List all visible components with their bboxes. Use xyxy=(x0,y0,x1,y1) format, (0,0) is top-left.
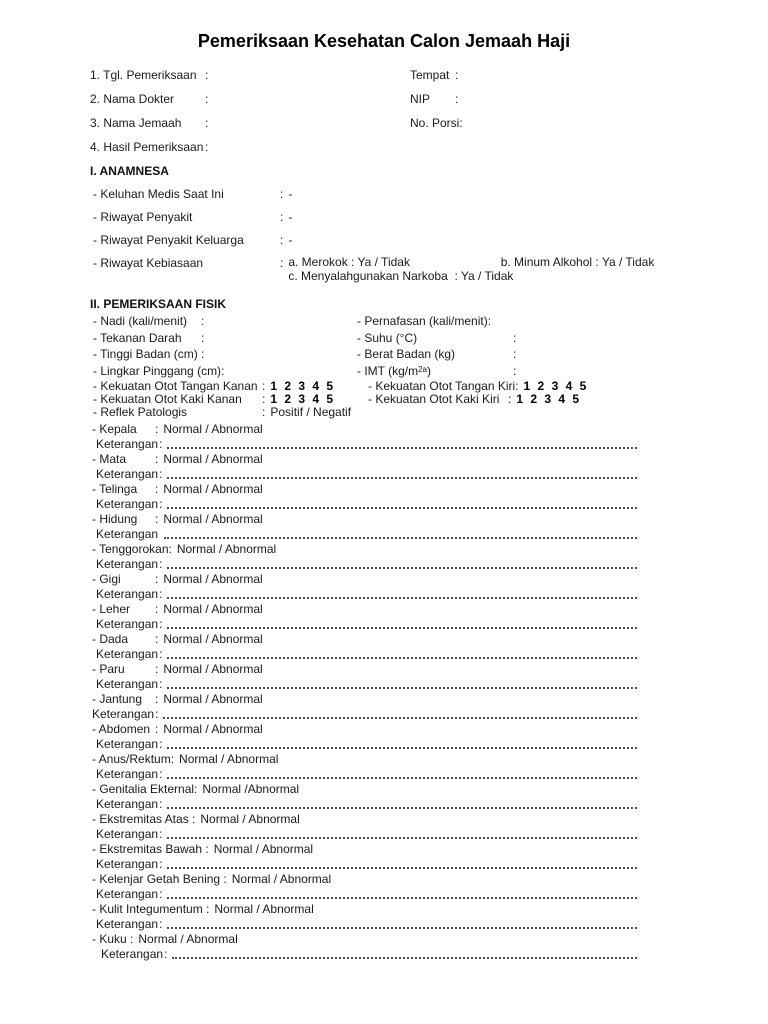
keterangan-line xyxy=(96,617,637,632)
colon: : xyxy=(159,737,163,752)
colon: : xyxy=(202,902,210,917)
kebiasaan-narkoba: c. Menyalahgunakan Narkoba : Ya / Tidak xyxy=(288,268,514,283)
colon: : xyxy=(280,256,284,270)
exam-item-row xyxy=(92,512,637,542)
exam-item-value: Normal / Abnormal xyxy=(200,812,300,827)
colon: : xyxy=(126,932,134,947)
keterangan-line xyxy=(96,827,637,842)
keterangan-label: Keterangan xyxy=(96,587,159,602)
item-value: - xyxy=(288,187,293,201)
colon: : xyxy=(159,797,163,812)
colon: : xyxy=(159,827,163,842)
field-label: - Kekuatan Otot Kaki Kanan xyxy=(93,391,242,406)
colon: : xyxy=(159,497,163,512)
strength-scale: 1 2 3 4 5 xyxy=(516,391,580,406)
colon: : xyxy=(159,647,163,662)
keterangan-label: Keterangan xyxy=(96,857,159,872)
item-value: - xyxy=(288,233,293,247)
colon: : xyxy=(201,347,205,361)
keterangan-line xyxy=(96,497,637,512)
colon: : xyxy=(159,887,163,902)
field-label: 3. Nama Jemaah xyxy=(90,116,182,130)
colon: : xyxy=(280,233,284,247)
exam-item-label: - Dada xyxy=(92,632,129,647)
exam-finding-line xyxy=(92,422,637,437)
exam-finding-line xyxy=(92,812,637,827)
colon: : xyxy=(201,330,205,345)
colon: : xyxy=(262,391,266,406)
exam-item-row xyxy=(92,752,637,782)
dotted-fill-line xyxy=(167,827,637,839)
kebiasaan-merokok: a. Merokok : Ya / Tidak xyxy=(288,255,410,269)
exam-finding-line xyxy=(92,452,637,467)
exam-item-label: - Leher xyxy=(92,602,131,617)
keterangan-line xyxy=(101,947,637,962)
keterangan-line xyxy=(96,647,637,662)
field-label: - Kekuatan Otot Tangan Kiri xyxy=(368,379,516,393)
exam-item-row xyxy=(92,662,637,692)
hasil-pemeriksaan-row xyxy=(90,140,637,154)
exam-finding-line xyxy=(92,752,637,767)
dotted-fill-line xyxy=(163,707,637,719)
colon: : xyxy=(262,379,266,393)
field-label: 4. Hasil Pemeriksaan xyxy=(90,140,204,154)
exam-item-value: Normal / Abnormal xyxy=(179,752,279,767)
keterangan-label: Keterangan xyxy=(101,947,164,962)
exam-item-value: Normal / Abnormal xyxy=(163,452,263,467)
exam-item-row xyxy=(92,782,637,812)
field-label xyxy=(357,314,488,331)
field-label: - Nadi (kali/menit) xyxy=(93,314,188,328)
exam-item-label: - Gigi xyxy=(92,572,121,587)
pemeriksaan-fisik-section xyxy=(90,297,637,962)
field-label: NIP xyxy=(410,92,431,106)
exam-item-label: - Mata xyxy=(92,452,127,467)
colon: : xyxy=(155,482,159,497)
colon: : xyxy=(262,404,266,419)
colon: : xyxy=(155,707,159,722)
exam-item-label: - Hidung xyxy=(92,512,138,527)
exam-item-value: Normal / Abnormal xyxy=(163,632,263,647)
colon: : xyxy=(155,572,159,587)
anamnesa-item-row xyxy=(93,187,637,201)
exam-item-row xyxy=(92,812,637,842)
item-label: - Riwayat Penyakit xyxy=(93,210,193,224)
exam-finding-line xyxy=(92,932,637,947)
fisik-heading: II. PEMERIKSAAN FISIK xyxy=(90,297,227,311)
keterangan-label: Keterangan xyxy=(96,737,159,752)
field-value: Positif / Negatif xyxy=(270,404,352,419)
header-field-left xyxy=(90,68,410,82)
colon: : xyxy=(155,422,159,437)
header-field-right xyxy=(410,68,458,82)
field-label-tail: ) xyxy=(427,363,432,378)
exam-item-row xyxy=(92,902,637,932)
colon: : xyxy=(159,467,163,482)
kekuatan-otot-rows xyxy=(90,380,637,406)
exam-item-label: - Paru xyxy=(92,662,125,677)
colon: : xyxy=(155,512,159,527)
colon: : xyxy=(159,677,163,692)
anamnesa-item-row xyxy=(93,233,637,247)
field-label xyxy=(357,347,513,364)
dotted-fill-line xyxy=(167,797,637,809)
exam-item-value: Normal / Abnormal xyxy=(176,542,277,557)
exam-item-label: - Jantung xyxy=(92,692,143,707)
colon: : xyxy=(194,782,198,797)
colon: : xyxy=(280,187,284,201)
exam-item-row xyxy=(92,692,637,722)
colon: : xyxy=(188,812,196,827)
header-field-left xyxy=(90,92,410,106)
field-label-text: - Berat Badan (kg) xyxy=(357,347,456,361)
keterangan-line xyxy=(96,557,637,572)
colon: : xyxy=(159,857,163,872)
dotted-fill-line xyxy=(167,467,637,479)
exam-item-row xyxy=(92,872,637,902)
exam-item-value: Normal /Abnormal xyxy=(202,782,300,797)
exam-item-value: Normal / Abnormal xyxy=(163,662,263,677)
colon: : xyxy=(155,452,159,467)
strength-left xyxy=(93,380,368,393)
header-field-row xyxy=(90,68,637,82)
vital-left xyxy=(93,347,357,364)
exam-item-value: Normal / Abnormal xyxy=(231,872,332,887)
strength-left xyxy=(93,393,368,406)
exam-item-label: - Anus/Rektum xyxy=(92,752,171,767)
vital-right xyxy=(357,314,491,331)
keterangan-line xyxy=(96,437,637,452)
dotted-fill-line xyxy=(167,647,637,659)
exam-item-label: - Ekstremitas Bawah xyxy=(92,842,203,857)
reflek-patologis-row xyxy=(93,406,637,419)
colon: : xyxy=(513,363,517,378)
keterangan-label: Keterangan xyxy=(96,917,159,932)
strength-scale: 1 2 3 4 5 xyxy=(270,391,334,406)
header-field-row xyxy=(90,92,637,106)
exam-item-label: - Kelenjar Getah Bening xyxy=(92,872,221,887)
exam-finding-line xyxy=(92,602,637,617)
keterangan-label: Keterangan xyxy=(96,677,159,692)
keterangan-line xyxy=(96,527,637,542)
exam-item-label: - Genitalia Ekternal xyxy=(92,782,195,797)
dotted-fill-line xyxy=(164,527,637,539)
field-label: - Kekuatan Otot Kaki Kiri xyxy=(368,391,500,406)
exam-item-label: - Kuku xyxy=(92,932,127,947)
exam-finding-line xyxy=(92,842,637,857)
exam-item-value: Normal / Abnormal xyxy=(163,572,263,587)
colon: : xyxy=(280,210,284,224)
exam-item-row xyxy=(92,572,637,602)
colon: : xyxy=(155,662,159,677)
exam-item-value: Normal / Abnormal xyxy=(138,932,238,947)
exam-item-label: - Kepala xyxy=(92,422,137,437)
dotted-fill-line xyxy=(167,857,637,869)
keterangan-label: Keterangan xyxy=(96,527,159,542)
vital-row xyxy=(90,314,637,331)
header-field-left xyxy=(90,116,410,130)
exam-finding-line xyxy=(92,572,637,587)
header-fields xyxy=(90,68,637,130)
keterangan-label: Keterangan xyxy=(96,767,159,782)
exam-finding-line xyxy=(92,542,637,557)
colon: : xyxy=(455,92,459,106)
exam-item-row xyxy=(92,722,637,752)
exam-finding-line xyxy=(92,662,637,677)
field-label-text: - IMT (kg/m xyxy=(357,363,419,378)
keterangan-label: Keterangan xyxy=(96,617,159,632)
colon: : xyxy=(159,617,163,632)
exam-finding-line xyxy=(92,482,637,497)
organ-exam-list xyxy=(90,422,637,962)
exam-item-value: Normal / Abnormal xyxy=(163,422,263,437)
field-label: - Reflek Patologis xyxy=(93,404,188,419)
dotted-fill-line xyxy=(167,587,637,599)
superscript: 2a xyxy=(418,364,428,374)
colon: : xyxy=(202,842,209,857)
colon: : xyxy=(487,314,492,328)
field-label-text: - Suhu (°C) xyxy=(357,330,418,345)
keterangan-line xyxy=(96,737,637,752)
header-field-right xyxy=(410,116,463,130)
anamnesa-heading: I. ANAMNESA xyxy=(90,164,169,178)
kebiasaan-values xyxy=(288,256,654,283)
muscle-strength-row xyxy=(90,393,637,406)
keterangan-label: Keterangan xyxy=(92,707,155,722)
dotted-fill-line xyxy=(167,617,637,629)
exam-item-row xyxy=(92,632,637,662)
exam-item-value: Normal / Abnormal xyxy=(213,842,314,857)
field-label: Tempat xyxy=(410,68,450,82)
exam-item-label: - Kulit Integumentum xyxy=(92,902,203,917)
exam-item-row xyxy=(92,602,637,632)
keterangan-label: Keterangan xyxy=(96,647,159,662)
exam-item-label: - Tenggorokan xyxy=(92,542,169,557)
dotted-fill-line xyxy=(167,737,637,749)
kebiasaan-line-1 xyxy=(288,256,654,270)
colon: : xyxy=(221,363,225,378)
colon: : xyxy=(205,140,209,154)
vital-row xyxy=(90,347,637,364)
exam-item-row xyxy=(92,932,637,962)
keterangan-label: Keterangan xyxy=(96,797,159,812)
item-label: - Riwayat Kebiasaan xyxy=(93,256,204,270)
vital-row xyxy=(90,364,637,381)
colon: : xyxy=(159,437,163,452)
exam-finding-line xyxy=(92,722,637,737)
exam-item-label: - Ekstremitas Atas xyxy=(92,812,189,827)
colon: : xyxy=(205,68,209,82)
anamnesa-items xyxy=(90,187,637,247)
colon: : xyxy=(513,330,517,345)
colon: : xyxy=(159,557,163,572)
keterangan-label: Keterangan xyxy=(96,827,159,842)
colon: : xyxy=(155,632,159,647)
field-label-text: - Pernafasan (kali/menit) xyxy=(357,314,488,328)
anamnesa-item-row xyxy=(93,210,637,224)
field-label: - Tinggi Badan (cm) xyxy=(93,347,198,361)
form-content xyxy=(0,68,655,962)
field-label: - Tekanan Darah xyxy=(93,330,182,345)
item-label: - Riwayat Penyakit Keluarga xyxy=(93,233,244,247)
colon: : xyxy=(455,68,459,82)
anamnesa-section xyxy=(90,164,655,283)
exam-finding-line xyxy=(92,782,637,797)
item-value: - xyxy=(288,210,293,224)
exam-item-row xyxy=(92,542,637,572)
field-label: - Kekuatan Otot Tangan Kanan xyxy=(93,379,258,393)
keterangan-label: Keterangan xyxy=(96,497,159,512)
exam-finding-line xyxy=(92,902,637,917)
exam-finding-line xyxy=(92,692,637,707)
exam-item-label: - Abdomen xyxy=(92,722,151,737)
field-label: 2. Nama Dokter xyxy=(90,92,175,106)
vital-right xyxy=(357,364,516,381)
dotted-fill-line xyxy=(167,917,637,929)
colon: : xyxy=(159,587,163,602)
header-field-right xyxy=(410,92,458,106)
exam-item-value: Normal / Abnormal xyxy=(163,692,263,707)
dotted-fill-line xyxy=(167,887,637,899)
keterangan-label: Keterangan xyxy=(96,557,159,572)
colon: : xyxy=(205,92,209,106)
strength-right xyxy=(368,380,586,393)
strength-scale: 1 2 3 4 5 xyxy=(523,379,587,393)
colon: : xyxy=(170,752,175,767)
keterangan-line xyxy=(96,587,637,602)
colon: : xyxy=(205,116,209,130)
dotted-fill-line xyxy=(167,677,637,689)
colon: : xyxy=(168,542,172,557)
colon: : xyxy=(164,947,168,962)
field-label xyxy=(357,331,513,348)
keterangan-line xyxy=(96,467,637,482)
colon: : xyxy=(155,692,159,707)
vital-right xyxy=(357,347,516,364)
field-label: - Lingkar Pinggang (cm) xyxy=(93,363,222,378)
exam-item-row xyxy=(92,842,637,872)
field-label xyxy=(357,364,513,381)
exam-item-label: - Telinga xyxy=(92,482,138,497)
colon: : xyxy=(515,379,519,393)
dotted-fill-line xyxy=(167,557,637,569)
field-label: 1. Tgl. Pemeriksaan xyxy=(90,68,197,82)
vital-left xyxy=(93,314,357,331)
strength-right xyxy=(368,393,579,406)
keterangan-line xyxy=(96,887,637,902)
muscle-strength-row xyxy=(90,380,637,393)
keterangan-label: Keterangan xyxy=(96,887,159,902)
exam-item-row xyxy=(92,422,637,452)
field-label: No. Porsi xyxy=(410,116,460,130)
keterangan-label: Keterangan xyxy=(96,467,159,482)
exam-item-value: Normal / Abnormal xyxy=(163,602,263,617)
item-label: - Keluhan Medis Saat Ini xyxy=(93,187,224,201)
colon: : xyxy=(513,347,517,361)
exam-item-value: Normal / Abnormal xyxy=(163,482,263,497)
colon: : xyxy=(159,917,163,932)
exam-item-value: Normal / Abnormal xyxy=(214,902,314,917)
colon: : xyxy=(159,767,163,782)
colon: : xyxy=(155,722,159,737)
colon: : xyxy=(508,391,512,406)
keterangan-line xyxy=(92,707,637,722)
keterangan-label: Keterangan xyxy=(96,437,159,452)
form-title: Pemeriksaan Kesehatan Calon Jemaah Haji xyxy=(197,31,571,51)
vital-left xyxy=(93,364,357,381)
exam-item-value: Normal / Abnormal xyxy=(163,722,263,737)
dotted-fill-line xyxy=(167,497,637,509)
header-field-row xyxy=(90,116,637,130)
exam-item-row xyxy=(92,452,637,482)
vital-right xyxy=(357,331,516,348)
keterangan-line xyxy=(96,797,637,812)
colon: : xyxy=(155,602,159,617)
colon: : xyxy=(459,116,463,130)
keterangan-line xyxy=(96,917,637,932)
exam-finding-line xyxy=(92,512,637,527)
strength-scale: 1 2 3 4 5 xyxy=(270,379,334,393)
vital-row xyxy=(90,331,637,348)
header-field-left xyxy=(90,140,410,154)
exam-item-value: Normal / Abnormal xyxy=(163,512,263,527)
kebiasaan-alkohol: b. Minum Alkohol : Ya / Tidak xyxy=(500,255,655,269)
vital-left xyxy=(93,331,357,348)
dotted-fill-line xyxy=(167,437,637,449)
exam-finding-line xyxy=(92,632,637,647)
dotted-fill-line xyxy=(167,767,637,779)
colon: : xyxy=(220,872,227,887)
keterangan-line xyxy=(96,767,637,782)
colon: : xyxy=(201,314,205,328)
keterangan-line xyxy=(96,677,637,692)
keterangan-line xyxy=(96,857,637,872)
dotted-fill-line xyxy=(172,947,637,959)
riwayat-kebiasaan-row xyxy=(93,255,655,283)
exam-finding-line xyxy=(92,872,637,887)
vital-sign-rows xyxy=(90,314,637,380)
exam-item-row xyxy=(92,482,637,512)
